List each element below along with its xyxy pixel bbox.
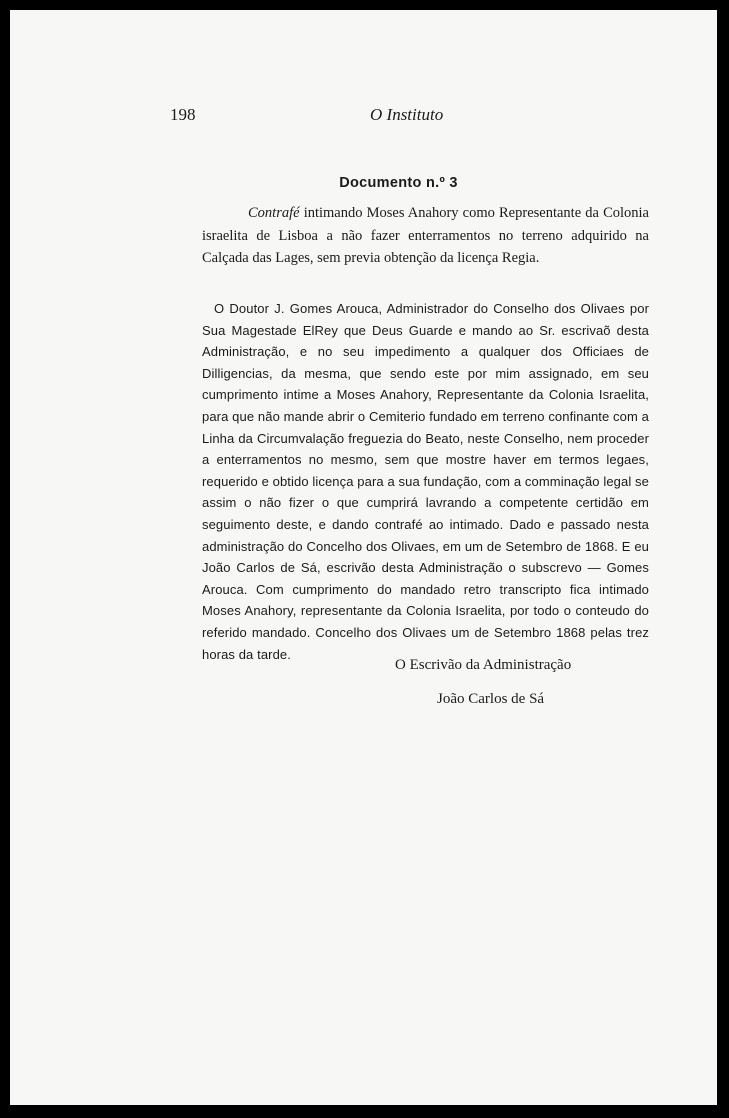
document-page	[10, 10, 717, 1105]
document-body: O Doutor J. Gomes Arouca, Administrador do Conselho dos Olivaes por Sua Magestade ElRey que Deus Guarde e mando ao Sr. escrivaõ desta Administração, e no seu impedimento a qualquer dos Officiaes de Dilligencias, da mesma, que sendo este por mim assignado, em seu cumprimento intime a Moses Anahory, Representante da Colonia Israelita, para que não mande abrir o Cemiterio fundado em terreno confinante com a Linha da Circumvalação freguezia do Beato, neste Conselho, nem proceder a enterramentos no mesmo, sem que mostre haver em termos legaes, requerido e obtido licença para a sua fundação, com a comminação legal se assim o não fizer o que cumprirá lavrando a competente certidão em seguimento deste, e dando contrafé ao intimado. Dado e passado nesta administração do Concelho dos Olivaes, em um de Setembro de 1868. E eu João Carlos de Sá, escrivão desta Administração o subscrevo — Gomes Arouca. Com cumprimento do mandado retro transcripto fica intimado Moses Anahory, representante da Colonia Israelita, por todo o conteudo do referido mandado. Concelho dos Olivaes um de Setembro 1868 pelas trez horas da tarde.	[202, 301, 649, 662]
journal-title: O Instituto	[370, 105, 444, 124]
document-summary	[202, 202, 649, 270]
signature-office: O Escrivão da Administração	[395, 657, 572, 673]
page-number: 198	[170, 105, 196, 124]
signature-name: João Carlos de Sá	[437, 691, 545, 707]
document-heading: Documento n.º 3	[339, 175, 458, 191]
summary-text: intimando Moses Anahory como Representante da Colonia israelita de Lisboa a não fazer enterramentos no terreno adquirido na Calçada das Lages, sem previa obtenção da licença Regia.	[202, 205, 649, 266]
summary-lead: Contrafé	[248, 205, 300, 221]
